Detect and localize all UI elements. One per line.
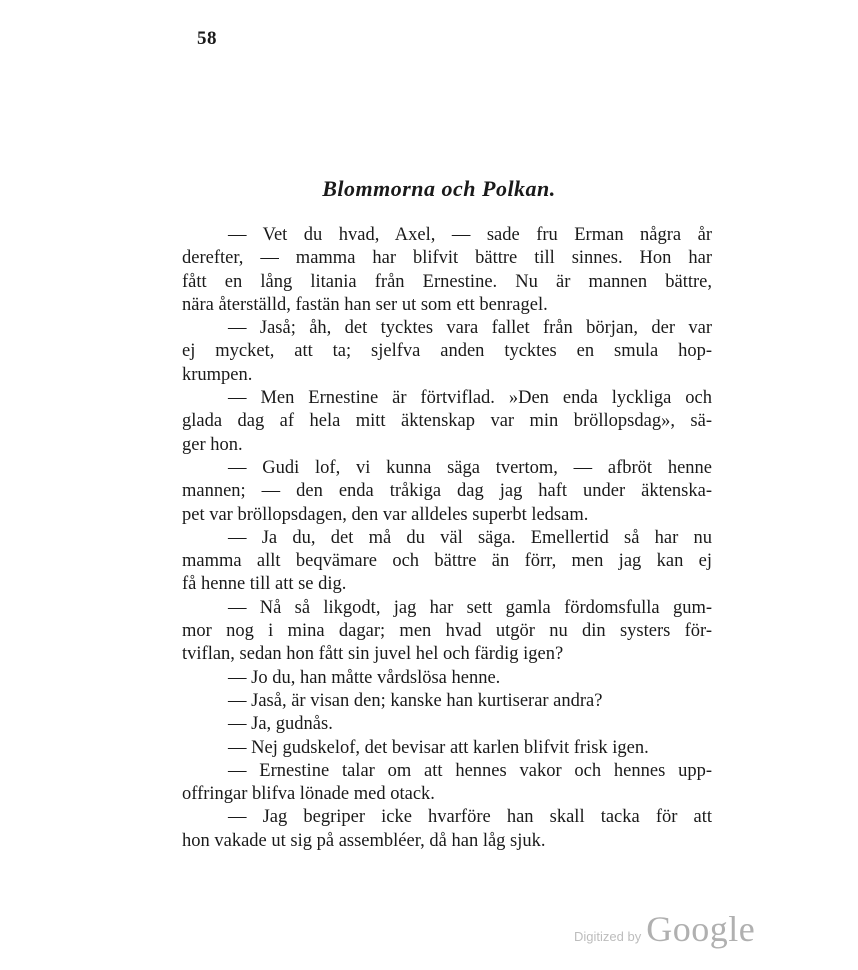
text-line: — Nej gudskelof, det bevisar att karlen blifvit frisk igen. — [228, 737, 649, 758]
text-line: derefter, — mamma har blifvit bättre till sinnes. Hon har — [182, 248, 712, 269]
text-line: pet var bröllopsdagen, den var alldeles superbt ledsam. — [182, 504, 589, 525]
google-logo: Google — [646, 909, 756, 949]
text-line: — Ja du, det må du väl säga. Emellertid så har nu — [228, 527, 712, 548]
text-line: hon vakade ut sig på assembléer, då han låg sjuk. — [182, 830, 546, 851]
text-line: — Ja, gudnås. — [228, 714, 333, 735]
digitized-by-google-watermark — [574, 908, 755, 950]
text-line: mor nog i mina dagar; men hvad utgör nu din systers för- — [182, 621, 712, 642]
text-line: offringar blifva lönade med otack. — [182, 784, 435, 805]
text-line: — Nå så likgodt, jag har sett gamla fördomsfulla gum- — [228, 597, 712, 618]
text-line: ger hon. — [182, 434, 243, 455]
text-line: nära återställd, fastän han ser ut som ett benragel. — [182, 294, 548, 315]
text-line: mannen; — den enda tråkiga dag jag haft under äktenska- — [182, 481, 712, 502]
digitized-by-label: Digitized by — [574, 929, 642, 944]
text-line: — Jaså, är visan den; kanske han kurtiserar andra? — [228, 690, 603, 711]
text-line: glada dag af hela mitt äktenskap var min bröllopsdag», sä- — [182, 411, 712, 432]
text-line: ej mycket, att ta; sjelfva anden tycktes en smula hop- — [182, 341, 712, 362]
text-line: mamma allt beqvämare och bättre än förr, men jag kan ej — [182, 551, 712, 572]
body-text — [182, 224, 712, 853]
chapter-title: Blommorna och Polkan. — [322, 176, 556, 201]
text-line: — Gudi lof, vi kunna säga tvertom, — afbröt henne — [228, 457, 712, 478]
text-line: — Jo du, han måtte vårdslösa henne. — [228, 667, 501, 688]
page-number: 58 — [197, 28, 217, 49]
text-line: — Ernestine talar om att hennes vakor och hennes upp- — [228, 760, 712, 781]
text-line: — Vet du hvad, Axel, — sade fru Erman några år — [228, 225, 712, 245]
text-line: krumpen. — [182, 364, 253, 385]
text-line: få henne till att se dig. — [182, 574, 347, 595]
text-line: — Men Ernestine är förtviflad. »Den enda lyckliga och — [228, 388, 712, 409]
text-line: — Jaså; åh, det tycktes vara fallet från början, der var — [228, 318, 712, 339]
text-line: tviflan, sedan hon fått sin juvel hel och färdig igen? — [182, 644, 564, 665]
text-line: fått en lång litania från Ernestine. Nu är mannen bättre, — [182, 271, 712, 292]
text-line: — Jag begriper icke hvarföre han skall tacka för att — [228, 807, 712, 828]
